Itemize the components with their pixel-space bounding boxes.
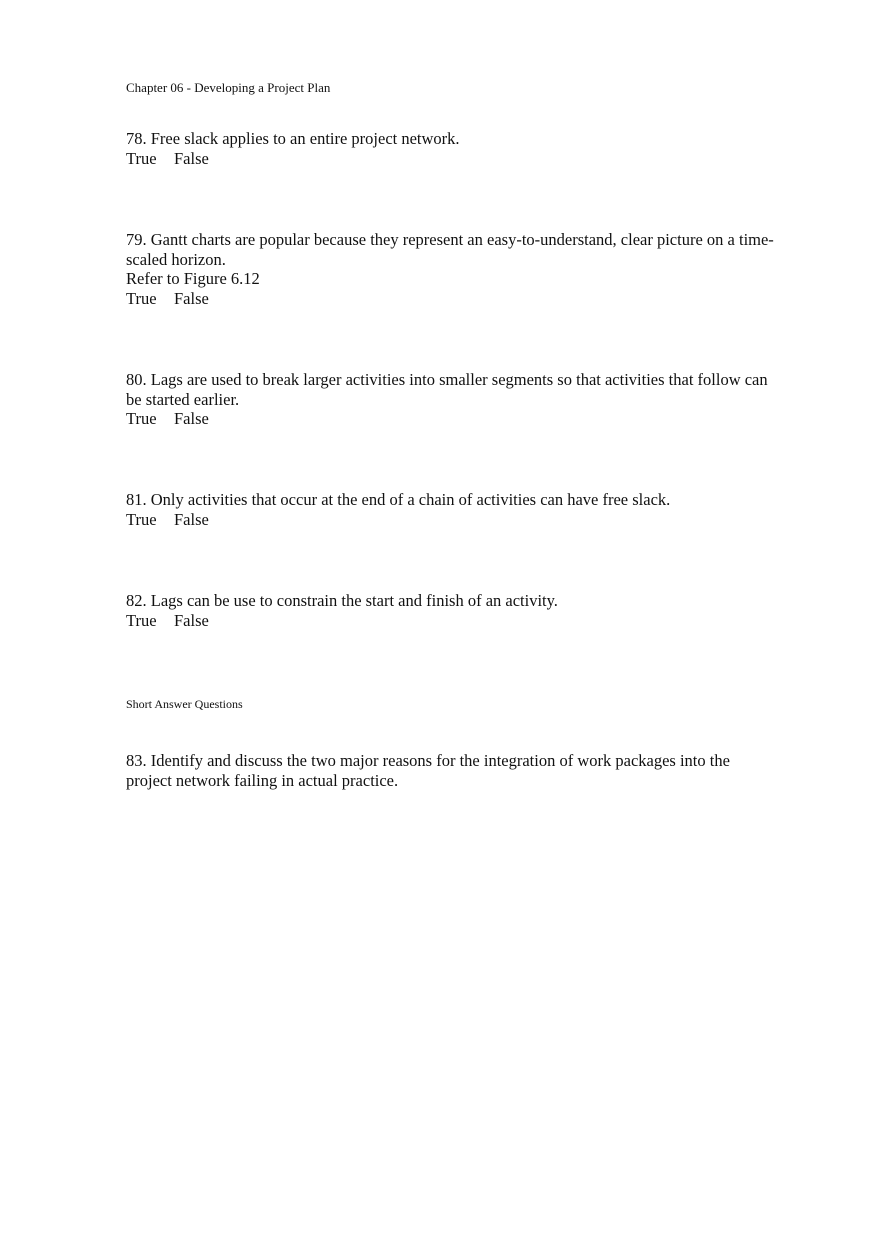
question-82 xyxy=(126,591,776,630)
figure-reference: Refer to Figure 6.12 xyxy=(126,269,260,288)
answer-false: False xyxy=(174,509,209,529)
answer-true: True xyxy=(126,509,157,529)
question-81 xyxy=(126,490,776,529)
question-text: 78. Free slack applies to an entire project network. xyxy=(126,129,460,148)
answer-true: True xyxy=(126,288,157,308)
answer-options xyxy=(126,149,776,169)
answer-false: False xyxy=(174,409,209,428)
question-text: 80. Lags are used to break larger activities into smaller segments so that activities that follow can be started earlier. xyxy=(126,370,768,409)
question-79 xyxy=(126,230,776,308)
question-text: 79. Gantt charts are popular because they represent an easy-to-understand, clear picture on a time-scaled horizon. xyxy=(126,230,774,269)
answer-options xyxy=(126,510,776,530)
question-text: 83. Identify and discuss the two major reasons for the integration of work packages into the project network failing in actual practice. xyxy=(126,751,730,790)
answer-true: True xyxy=(126,148,157,168)
chapter-header: Chapter 06 - Developing a Project Plan xyxy=(126,80,331,95)
answer-options xyxy=(126,409,776,429)
answer-false: False xyxy=(174,288,209,308)
section-heading-short-answer: Short Answer Questions xyxy=(126,697,243,711)
question-83 xyxy=(126,751,776,790)
question-78 xyxy=(126,129,776,168)
question-text: 82. Lags can be use to constrain the start and finish of an activity. xyxy=(126,591,558,610)
answer-options xyxy=(126,611,776,631)
answer-true: True xyxy=(126,610,157,630)
answer-options xyxy=(126,289,776,309)
question-text: 81. Only activities that occur at the end of a chain of activities can have free slack. xyxy=(126,490,671,509)
answer-false: False xyxy=(174,148,209,168)
question-80 xyxy=(126,370,776,429)
answer-true: True xyxy=(126,409,157,428)
answer-false: False xyxy=(174,610,209,630)
